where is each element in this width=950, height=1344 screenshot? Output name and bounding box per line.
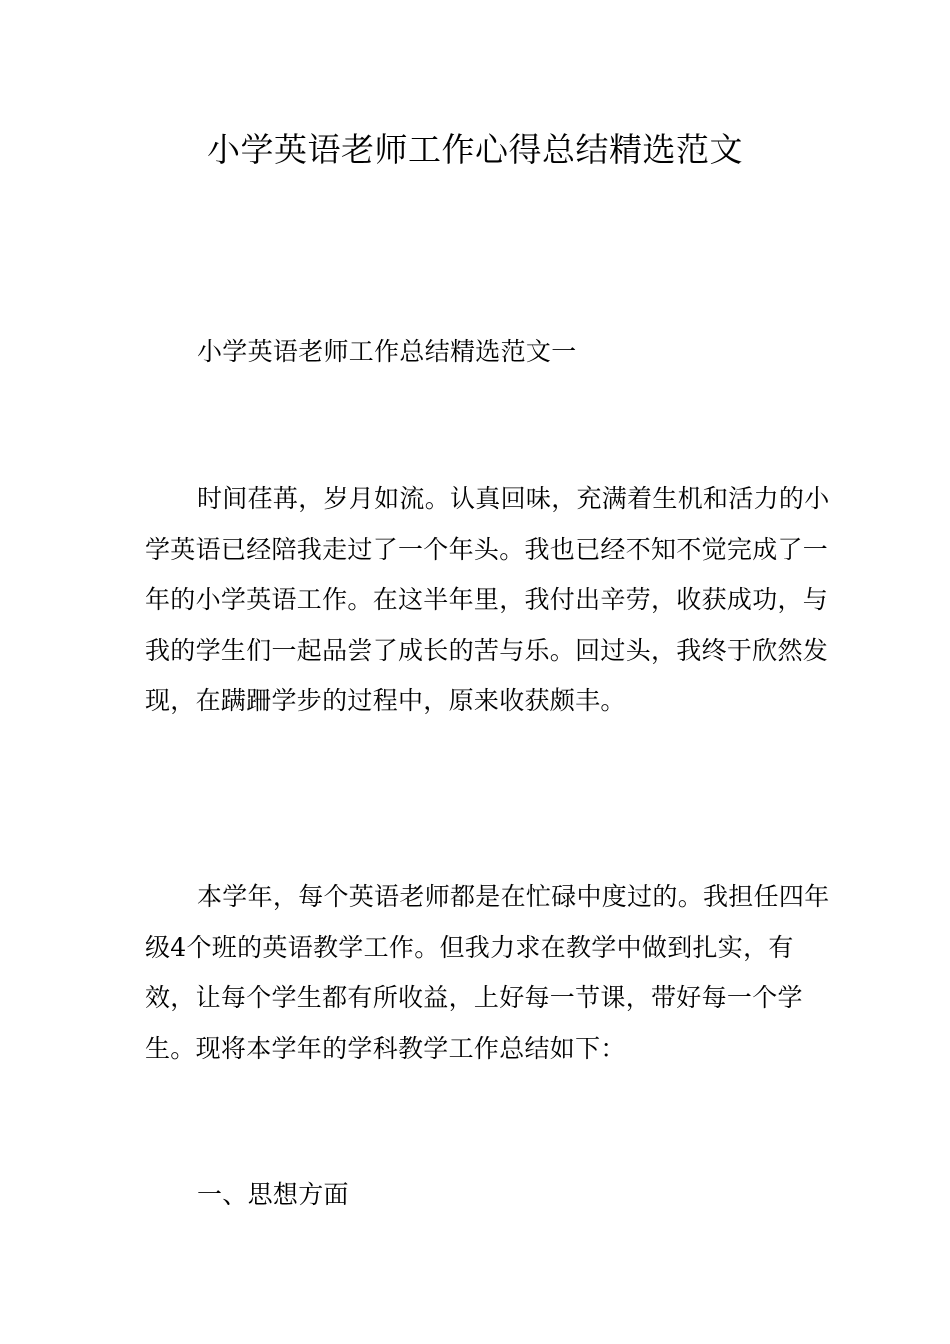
paragraph-1-text: 时间荏苒，岁月如流。认真回味，充满着生机和活力的小学英语已经陪我走过了一个年头。我也已经不知不觉完成了一年的小学英语工作。在这半年里，我付出辛劳，收获成功，与我的学生们一起品尝了成长的苦与乐。回过头，我终于欣然发现，在蹒跚学步的过程中，原来收获颇丰。 <box>145 484 830 715</box>
paragraph-1 <box>145 474 835 727</box>
paragraph-2-text: 本学年，每个英语老师都是在忙碌中度过的。我担任四年级4个班的英语教学工作。但我力求在教学中做到扎实，有效，让每个学生都有所收益，上好每一节课，带好每一个学生。现将本学年的学科教学工作总结如下： <box>145 882 830 1063</box>
paragraph-2 <box>145 872 835 1074</box>
section-heading: 一、思想方面 <box>197 1180 349 1209</box>
document-title: 小学英语老师工作心得总结精选范文 <box>207 130 743 169</box>
section-subtitle: 小学英语老师工作总结精选范文一 <box>197 337 577 366</box>
